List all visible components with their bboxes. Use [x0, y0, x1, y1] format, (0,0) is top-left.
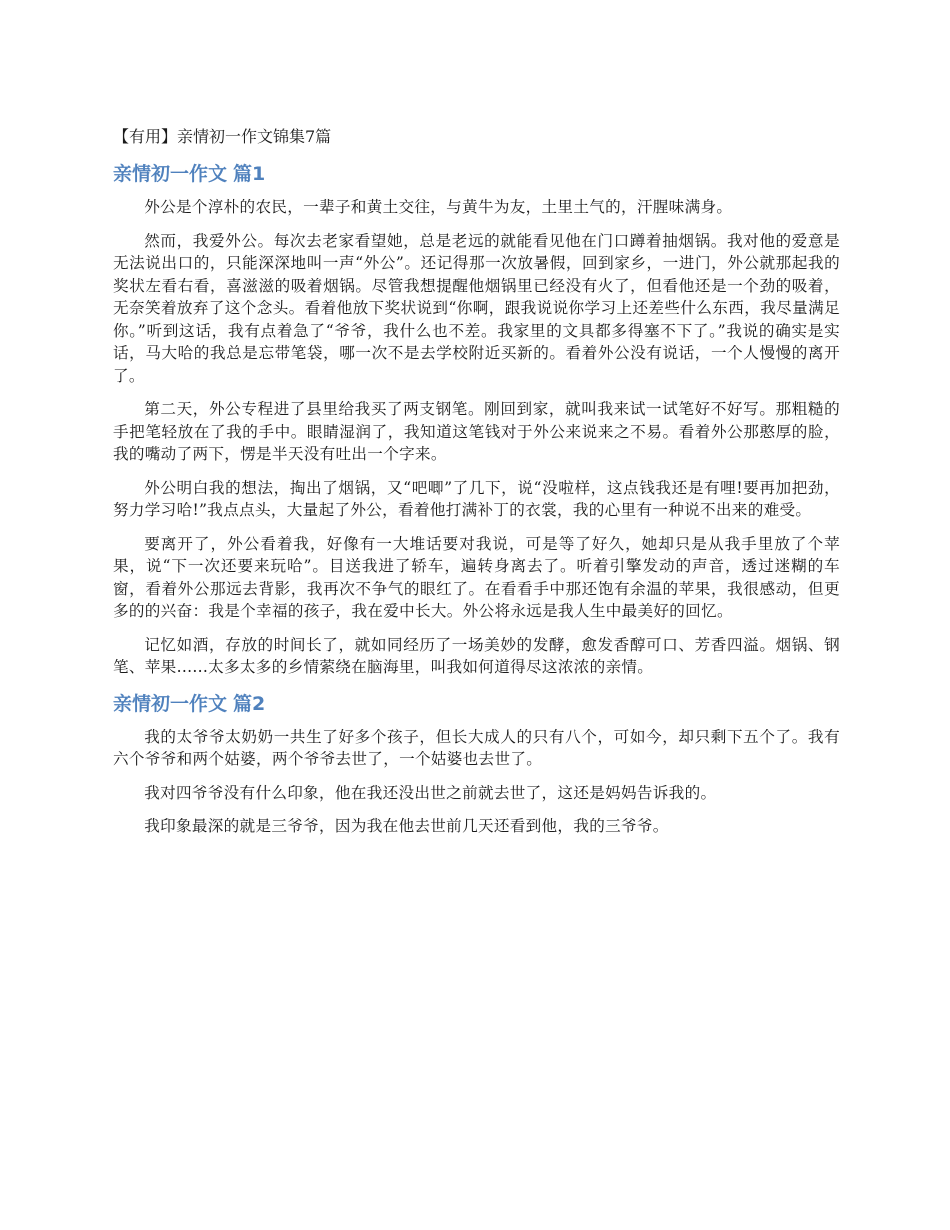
section-number: 篇2	[233, 692, 266, 715]
document-page	[113, 124, 840, 849]
essay-section-1	[113, 160, 840, 679]
section-heading	[113, 690, 840, 718]
paragraph: 外公明白我的想法，掏出了烟锅，又“吧唧”了几下，说“没啦样，这点钱我还是有哩!要再加把劲，努力学习哈!”我点点头，大量起了外公，看着他打满补丁的衣裳，我的心里有一种说不出来的难受。	[113, 478, 840, 519]
paragraph: 然而，我爱外公。每次去老家看望她，总是老远的就能看见他在门口蹲着抽烟锅。我对他的爱意是无法说出口的，只能深深地叫一声“外公”。还记得那一次放暑假，回到家乡，一进门，外公就那起我的奖状左看右看，喜滋滋的吸着烟锅。尽管我想提醒他烟锅里已经没有火了，但看他还是一个劲的吸着，无奈笑着放弃了这个念头。看着他放下奖状说到“你啊，跟我说说你学习上还差些什么东西，我尽量满足你。”听到这话，我有点着急了“爷爷，我什么也不差。我家里的文具都多得塞不下了。”我说的确实是实话，马大哈的我总是忘带笔袋，哪一次不是去学校附近买新的。看着外公没有说话，一个人慢慢的离开了。	[113, 231, 840, 385]
paragraph: 第二天，外公专程进了县里给我买了两支钢笔。刚回到家，就叫我来试一试笔好不好写。那粗糙的手把笔轻放在了我的手中。眼睛湿润了，我知道这笔钱对于外公来说来之不易。看着外公那憨厚的脸，我的嘴动了两下，愣是半天没有吐出一个字来。	[113, 400, 840, 463]
paragraph: 记忆如酒，存放的时间长了，就如同经历了一场美妙的发酵，愈发香醇可口、芳香四溢。烟锅、钢笔、苹果......太多太多的乡情萦绕在脑海里，叫我如何道得尽这浓浓的亲情。	[113, 635, 840, 676]
paragraph: 我的太爷爷太奶奶一共生了好多个孩子，但长大成人的只有八个，可如今，却只剩下五个了。我有六个爷爷和两个姑婆，两个爷爷去世了，一个姑婆也去世了。	[113, 727, 840, 768]
paragraph: 外公是个淳朴的农民，一辈子和黄土交往，与黄牛为友，土里土气的，汗腥味满身。	[144, 198, 733, 216]
paragraph: 我对四爷爷没有什么印象，他在我还没出世之前就去世了，这还是妈妈告诉我的。	[144, 783, 717, 802]
paragraph: 我印象最深的就是三爷爷，因为我在他去世前几天还看到他，我的三爷爷。	[144, 817, 669, 835]
essay-section-2	[113, 690, 840, 838]
section-heading	[113, 160, 840, 188]
paragraph: 要离开了，外公看着我，好像有一大堆话要对我说，可是等了好久，她却只是从我手里放了个苹果，说“下一次还要来玩哈”。目送我进了轿车，遍转身离去了。听着引擎发动的声音，透过迷糊的车窗，看着外公那远去背影，我再次不争气的眼红了。在看看手中那还饱有余温的苹果，我很感动，但更多的的兴奋：我是个幸福的孩子，我在爱中长大。外公将永远是我人生中最美好的回忆。	[113, 534, 840, 620]
section-heading-text: 亲情初一作文	[113, 692, 228, 715]
document-title: 【有用】亲情初一作文锦集7篇	[113, 127, 332, 146]
section-number: 篇1	[233, 163, 266, 185]
section-heading-text: 亲情初一作文	[113, 163, 228, 185]
